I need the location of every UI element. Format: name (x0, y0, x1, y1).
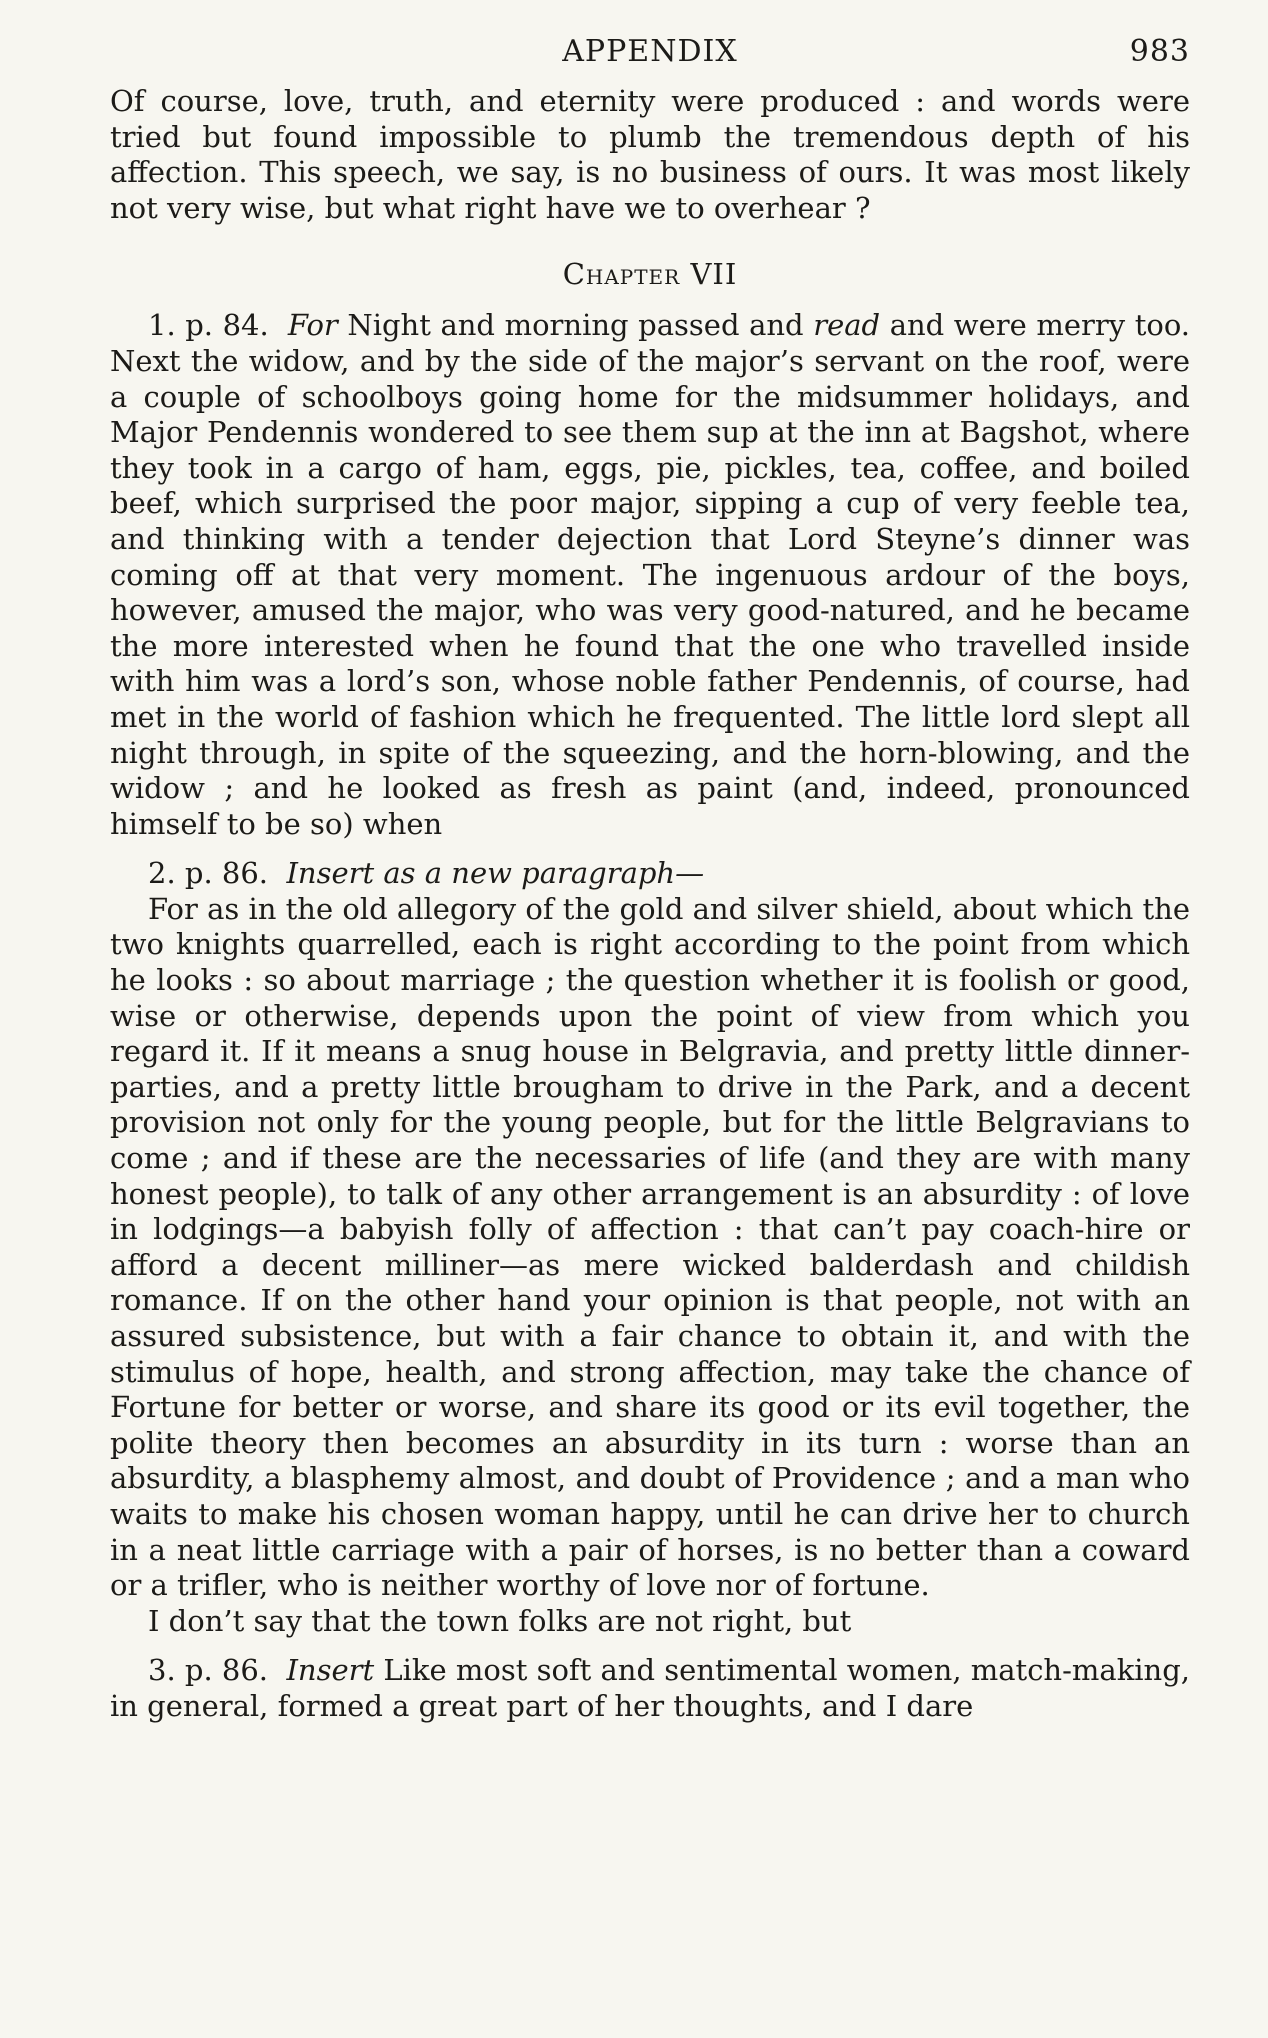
entry-2-heading (110, 856, 1190, 892)
entry-1-italic-word: read (813, 308, 881, 343)
entry-3-intro: Insert (286, 1653, 375, 1688)
entry-1-part1: Night and morning passed and (337, 308, 814, 343)
running-head (110, 30, 1190, 78)
chapter-word: Chapter (562, 257, 681, 292)
opening-paragraph: Of course, love, truth, and eternity were produced : and words were tried but found impossible to plumb the tremendous depth of his affection. This speech, we say, is no business of ours. It was most likely not very wise, but what right have we to overhear ? (110, 84, 1190, 225)
entry-3-text (110, 1653, 1190, 1724)
entry-1-intro: For (287, 308, 338, 343)
appendix-entry-2 (110, 856, 1190, 1639)
running-head-title: APPENDIX (562, 34, 738, 69)
entry-1-ref: 1. p. 84. (148, 308, 269, 343)
entry-2-closing: I don’t say that the town folks are not right, but (148, 1603, 852, 1638)
entry-2-instruction: Insert as a new paragraph— (286, 856, 705, 891)
chapter-heading (110, 254, 1190, 294)
book-page (110, 30, 1190, 1725)
entry-3-part1: Like most soft and sentimental women, match-making, in general, formed a great part of her thoughts, and I dare (110, 1653, 1191, 1723)
entry-1-part2: and were merry too. Next the widow, and by the side of the major’s servant on the roof, were a couple of schoolboys going home for the midsummer holidays, and Major Pendennis wondered to see them sup at the inn at Bagshot, where they took in a cargo of ham, eggs, pie, pickles, tea, coffee, and boiled beef, which surprised the poor major, sipping a cup of very feeble tea, and thinking with a tender dejection that Lord Steyne’s dinner was coming off at that very moment. The ingenuous ardour of the boys, however, amused the major, who was very good-natured, and he became the more interested when he found that the one who travelled inside with him was a lord’s son, whose noble father Pendennis, of course, had met in the world of fashion which he frequented. The little lord slept all night through, in spite of the squeezing, and the horn-blowing, and the widow ; and he looked as fresh as paint (and, indeed, pronounced himself to be so) when (110, 308, 1191, 841)
appendix-entry-1 (110, 308, 1190, 842)
entry-2-ref: 2. p. 86. (148, 856, 269, 891)
entry-2-body: For as in the old allegory of the gold and silver shield, about which the two knights quarrelled, each is right according to the point from which he looks : so about marriage ; the question whether it is foolish or good, wise or otherwise, depends upon the point of view from which you regard it. If it means a snug house in Belgravia, and pretty little dinner-parties, and a pretty little brougham to drive in the Park, and a decent provision not only for the young people, but for the little Belgravians to come ; and if these are the necessaries of life (and they are with many honest people), to talk of any other arrangement is an absurdity : of love in lodgings—a babyish folly of affection : that can’t pay coach-hire or afford a decent milliner—as mere wicked balderdash and childish romance. If on the other hand your opinion is that people, not with an assured subsistence, but with a fair chance to obtain it, and with the stimulus of hope, health, and strong affection, may take the chance of Fortune for better or worse, and share its good or its evil together, the polite theory then becomes an absurdity in its turn : worse than an absurdity, a blasphemy almost, and doubt of Providence ; and a man who waits to make his chosen woman happy, until he can drive her to church in a neat little carriage with a pair of horses, is no better than a coward or a trifler, who is neither worthy of love nor of fortune. (110, 891, 1190, 1603)
page-number: 983 (1129, 34, 1190, 69)
entry-1-text (110, 308, 1190, 842)
chapter-numeral: VII (690, 257, 738, 292)
appendix-entry-3 (110, 1653, 1190, 1724)
entry-3-ref: 3. p. 86. (148, 1653, 269, 1688)
